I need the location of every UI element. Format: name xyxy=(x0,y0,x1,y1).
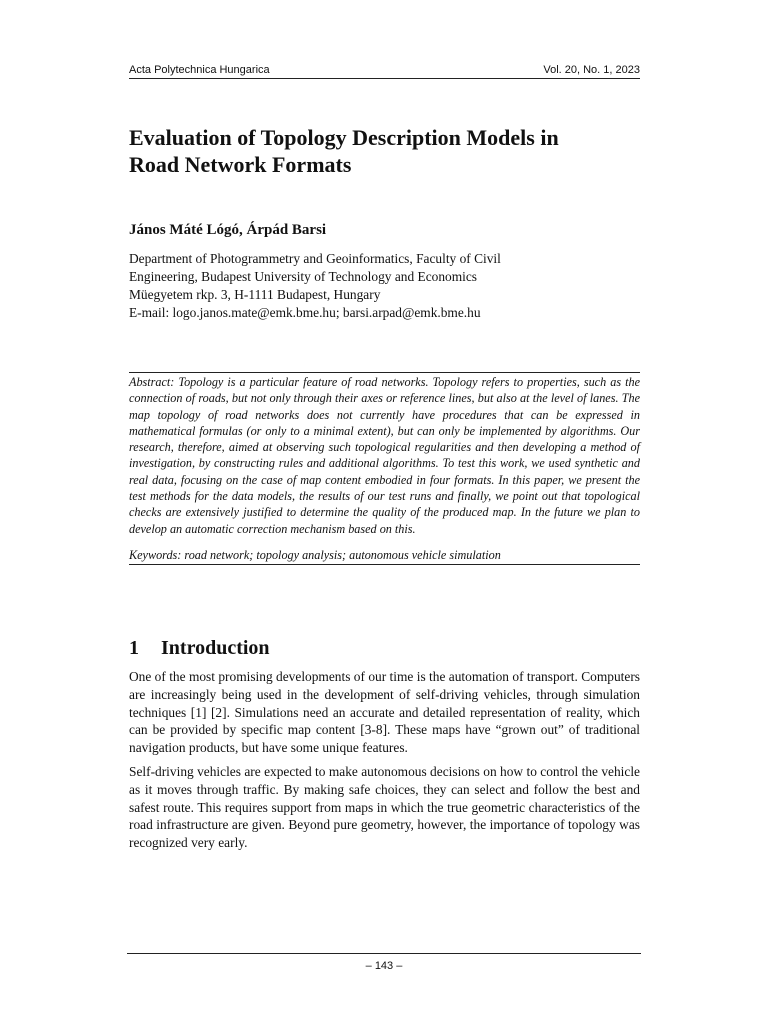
body-paragraph: Self-driving vehicles are expected to make autonomous decisions on how to control the vehicle as it moves through traffic. By making safe choices, they can select and follow the best and safest route. This requires support from maps in which the true geometric characteristics of the road infrastructure are given. Beyond pure geometry, however, the importance of topology was recognized very early. xyxy=(129,763,640,851)
section-heading xyxy=(129,635,270,661)
journal-name: Acta Polytechnica Hungarica xyxy=(129,64,270,76)
page-number: – 143 – xyxy=(365,960,403,972)
section-title: Introduction xyxy=(161,637,270,659)
affiliation-line: Müegyetem rkp. 3, H-1111 Budapest, Hungary xyxy=(129,287,381,302)
abstract-text: Abstract: Topology is a particular feature of road networks. Topology refers to properties, such as the connection of roads, but not only through their axes or reference lines, but also at the level of lanes. The map topology of road networks does not currently have procedures that can be expressed in mathematical formulas (or only to a minimal extent), but can only be implemented by algorithms. Our research, therefore, aimed at observing such topological regularities and then developing a method of investigation, by constructing rules and additional algorithms. To test this work, we used synthetic and real data, focusing on the case of map content embodied in four formats. In this paper, we present the test methods for the data models, the results of our test runs and finally, we point out that topological checks are extensively justified to determine the quality of the produced map. In the future we plan to develop an automatic correction mechanism based on this. xyxy=(129,375,640,536)
affiliation-line: Engineering, Budapest University of Technology and Economics xyxy=(129,269,478,284)
author-list: János Máté Lógó, Árpád Barsi xyxy=(129,222,327,238)
affiliation-block xyxy=(129,250,649,322)
body-paragraph: One of the most promising developments of our time is the automation of transport. Computers are increasingly being used in the development of self-driving vehicles, through simulation techniques [1] [2]. Simulations need an accurate and detailed representation of reality, which can be provided by specific map content [3-8]. These maps have “grown out” of traditional navigation products, but have some unique features. xyxy=(129,669,640,756)
abstract-box xyxy=(129,372,640,565)
email-line: E-mail: logo.janos.mate@emk.bme.hu; barsi.arpad@emk.bme.hu xyxy=(129,305,481,320)
running-header xyxy=(129,62,640,79)
title-line: Road Network Formats xyxy=(129,152,352,177)
title-line: Evaluation of Topology Description Models in xyxy=(129,125,559,150)
volume-info: Vol. 20, No. 1, 2023 xyxy=(543,64,640,76)
affiliation-line: Department of Photogrammetry and Geoinformatics, Faculty of Civil xyxy=(129,251,501,266)
keywords-text: Keywords: road network; topology analysis; autonomous vehicle simulation xyxy=(129,547,640,565)
section-body xyxy=(129,668,640,858)
section-number: 1 xyxy=(129,637,139,659)
paper-title xyxy=(129,124,649,178)
page-footer xyxy=(127,953,641,974)
